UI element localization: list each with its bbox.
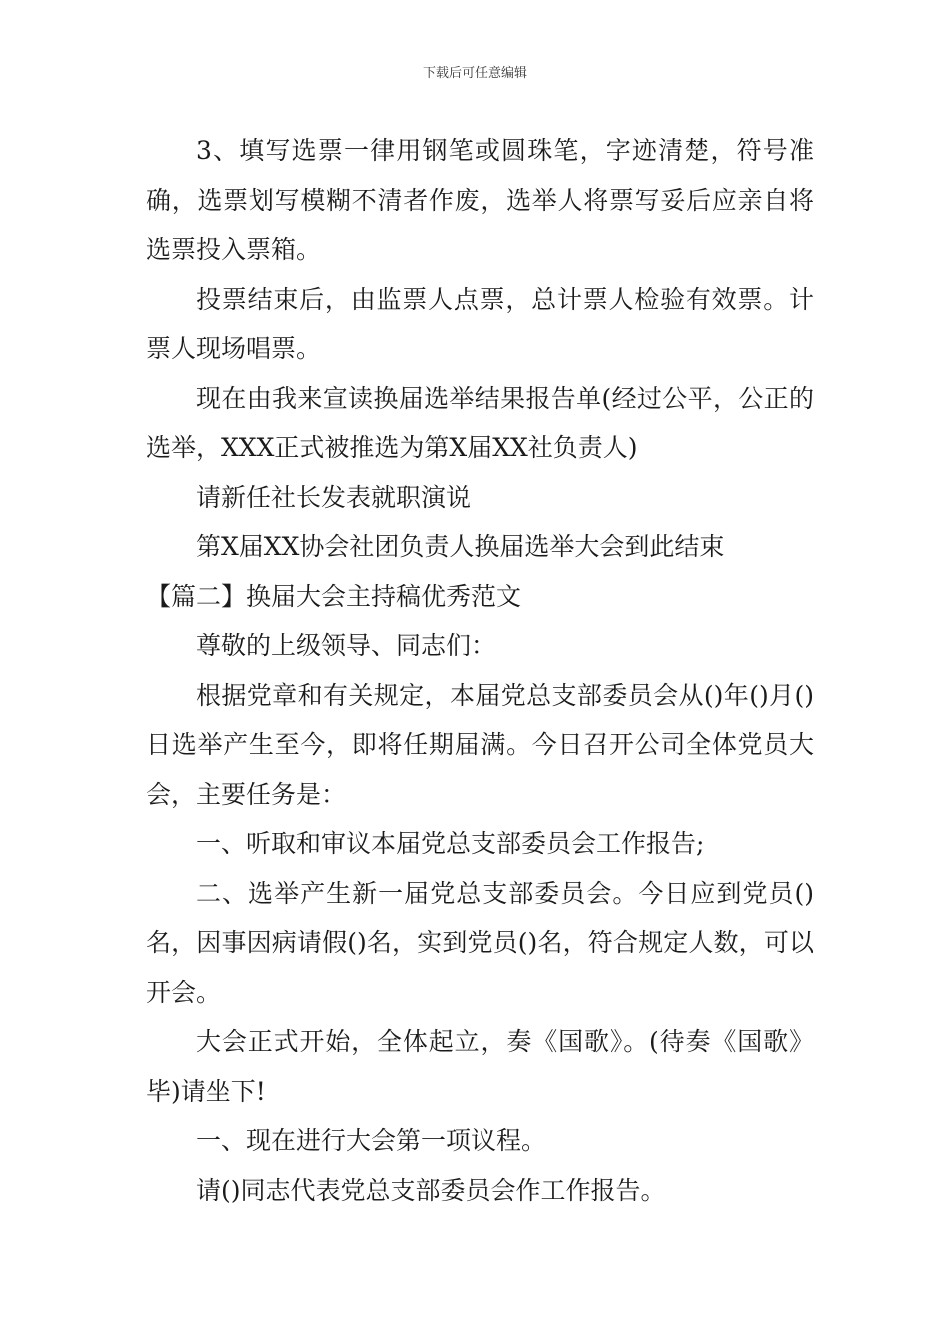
- page-header: 下载后可任意编辑: [422, 66, 527, 81]
- paragraph-introduction: 根据党章和有关规定，本届党总支部委员会从()年()月()日选举产生至今，即将任期届满。今日召开公司全体党员大会，主要任务是：: [146, 680, 814, 809]
- document-body: [146, 126, 814, 1215]
- paragraph-result-report: 现在由我来宣读换届选举结果报告单(经过公平，公正的选举，XXX正式被推选为第X届XX社负责人): [146, 383, 814, 462]
- paragraph-closing: 第X届XX协会社团负责人换届选举大会到此结束: [196, 532, 725, 561]
- paragraph-ballot-rules: 3、填写选票一律用钢笔或圆珠笔，字迹清楚，符号准确，选票划写模糊不清者作废，选举人将票写妥后应亲自将选票投入票箱。: [146, 136, 814, 264]
- paragraph-work-report: 请()同志代表党总支部委员会作工作报告。: [196, 1175, 666, 1205]
- paragraph-salutation: 尊敬的上级领导、同志们：: [196, 631, 497, 660]
- paragraph-agenda-one: 一、现在进行大会第一项议程。: [196, 1126, 547, 1155]
- section-heading: 【篇二】换届大会主持稿优秀范文: [146, 581, 522, 611]
- paragraph-task-one: 一、听取和审议本届党总支部委员会工作报告;: [196, 829, 705, 858]
- paragraph-vote-count: 投票结束后，由监票人点票，总计票人检验有效票。计票人现场唱票。: [146, 284, 814, 363]
- paragraph-inaugural-speech: 请新任社长发表就职演说: [196, 482, 472, 512]
- paragraph-anthem: 大会正式开始，全体起立，奏《国歌》。(待奏《国歌》毕)请坐下!: [146, 1027, 814, 1106]
- paragraph-task-two: 二、选举产生新一届党总支部委员会。今日应到党员()名，因事因病请假()名，实到党员()名，符合规定人数，可以开会。: [146, 878, 814, 1007]
